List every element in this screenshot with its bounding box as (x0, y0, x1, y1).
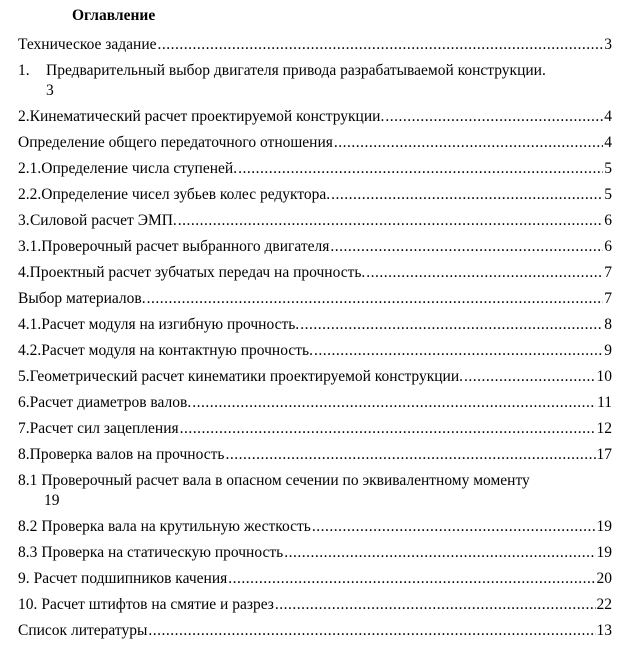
toc-entry-text: Предварительный выбор двигателя привода разрабатываемой конструкции. (46, 62, 546, 79)
toc-entry-page: 6 (604, 212, 612, 229)
toc-entry[interactable] (18, 289, 612, 315)
toc-entry-page: 6 (604, 238, 612, 255)
toc-entry-text: Проверка на статическую прочность (41, 544, 284, 561)
toc-entry-text: Техническое задание (18, 36, 157, 53)
toc-entry-number: 4. (18, 264, 30, 281)
toc-leader-dots (238, 159, 603, 179)
toc-entry[interactable] (18, 595, 612, 621)
toc-entry-page: 3 (46, 82, 54, 99)
toc-entry[interactable] (18, 61, 612, 107)
toc-entry[interactable] (18, 621, 612, 647)
toc-entry-number: 8.3 (18, 544, 38, 561)
toc-leader-dots (147, 289, 604, 309)
toc-entry[interactable] (18, 419, 612, 445)
toc-leader-dots (225, 445, 595, 465)
toc-entry-page: 8 (604, 316, 612, 333)
toc-title: Оглавление (72, 7, 156, 24)
toc-entry-page: 20 (596, 570, 612, 587)
toc-entry-page: 5 (604, 186, 612, 203)
toc-entry-text: Проектный расчет зубчатых передач на прочность. (29, 264, 366, 281)
toc-leader-dots (148, 621, 595, 641)
toc-entry-text: Список литературы (18, 622, 148, 639)
toc-entry[interactable] (18, 393, 612, 419)
toc-entry-text: Силовой расчет ЭМП. (29, 212, 177, 229)
toc-entry-text: Геометрический расчет кинематики проектируемой конструкции. (29, 368, 464, 385)
toc-entry-page: 7 (604, 264, 612, 281)
toc-entry-number: 3. (18, 212, 30, 229)
toc-entry-page: 3 (604, 36, 612, 53)
toc-entry-page: 10 (596, 368, 612, 385)
toc-entry[interactable] (18, 315, 612, 341)
toc-entry-number: 8.2 (18, 518, 38, 535)
toc-entry-page: 12 (596, 420, 612, 437)
toc-leader-dots (314, 341, 603, 361)
toc-entry-text: Выбор материалов. (18, 290, 146, 307)
toc-entry-text: 4.1.Расчет модуля на изгибную прочность. (18, 316, 300, 333)
toc-entry-number: 7. (18, 420, 30, 437)
toc-entry[interactable] (18, 133, 612, 159)
toc-leader-dots (385, 107, 603, 127)
toc-entry[interactable] (18, 107, 612, 133)
toc-entry[interactable] (18, 367, 612, 393)
toc-leader-dots (158, 35, 604, 55)
toc-entry-text: Проверочный расчет вала в опасном сечении по эквивалентному моменту (41, 472, 530, 489)
toc-entry[interactable] (18, 211, 612, 237)
toc-entry[interactable] (18, 517, 612, 543)
toc-leader-dots (300, 315, 603, 335)
toc-entry-text: Определение общего передаточного отношения (18, 134, 333, 151)
toc-entry-page: 4 (604, 134, 612, 151)
toc-entry[interactable] (18, 471, 612, 517)
toc-entry-number: 1. (18, 62, 30, 79)
toc-entry-number: 8. (18, 446, 30, 463)
toc-entry-page: 17 (596, 446, 612, 463)
toc-entry-number: 10. (18, 596, 38, 613)
toc-entry-page: 19 (596, 518, 612, 535)
toc-entry-page: 19 (596, 544, 612, 561)
toc-entry-text: Проверка валов на прочность (29, 446, 225, 463)
toc-leader-dots (192, 393, 596, 413)
toc-entry-number: 5. (18, 368, 30, 385)
toc-entry-number: 9. (18, 570, 30, 587)
toc-entry[interactable] (18, 341, 612, 367)
toc-entry[interactable] (18, 569, 612, 595)
toc-entry[interactable] (18, 543, 612, 569)
toc-entry-page: 4 (604, 108, 612, 125)
toc-entry-text: 4.2.Расчет модуля на контактную прочность. (18, 342, 313, 359)
toc-entry-page: 22 (596, 596, 612, 613)
toc-leader-dots (228, 569, 595, 589)
toc-leader-dots (331, 185, 603, 205)
toc-leader-dots (180, 419, 596, 439)
toc-leader-dots (366, 263, 603, 283)
toc-leader-dots (334, 133, 603, 153)
toc-entry-text: Расчет диаметров валов. (29, 394, 192, 411)
toc-entry-number: 2. (18, 108, 30, 125)
toc-leader-dots (330, 237, 603, 257)
toc-entry-page: 9 (604, 342, 612, 359)
toc-leader-dots (178, 211, 603, 231)
toc-leader-dots (464, 367, 595, 387)
toc-entry-text: Расчет сил зацепления (29, 420, 179, 437)
toc-entry-text: 3.1.Проверочный расчет выбранного двигателя (18, 238, 330, 255)
toc-leader-dots (275, 595, 596, 615)
toc-entry-text: Расчет подшипников качения (33, 570, 228, 587)
toc-entry[interactable] (18, 159, 612, 185)
toc-entry-page: 13 (596, 622, 612, 639)
toc-entry[interactable] (18, 237, 612, 263)
toc-entry-page: 11 (597, 394, 612, 411)
toc-entry-text: 2.1.Определение числа ступеней. (18, 160, 238, 177)
toc-list (18, 35, 612, 647)
toc-entry-text: Кинематический расчет проектируемой конструкции. (29, 108, 385, 125)
toc-entry[interactable] (18, 263, 612, 289)
toc-entry-number: 6. (18, 394, 30, 411)
toc-entry-text: Проверка вала на крутильную жесткость (41, 518, 311, 535)
toc-leader-dots (284, 543, 595, 563)
toc-entry-page: 7 (604, 290, 612, 307)
toc-entry-number: 8.1 (18, 472, 38, 489)
toc-entry-text: 2.2.Определение чисел зубьев колес редуктора. (18, 186, 331, 203)
toc-entry-text: Расчет штифтов на смятие и разрез (41, 596, 274, 613)
toc-leader-dots (312, 517, 596, 537)
toc-entry[interactable] (18, 35, 612, 61)
toc-entry-page: 5 (604, 160, 612, 177)
toc-entry[interactable] (18, 445, 612, 471)
toc-entry-page: 19 (44, 492, 60, 509)
toc-entry[interactable] (18, 185, 612, 211)
